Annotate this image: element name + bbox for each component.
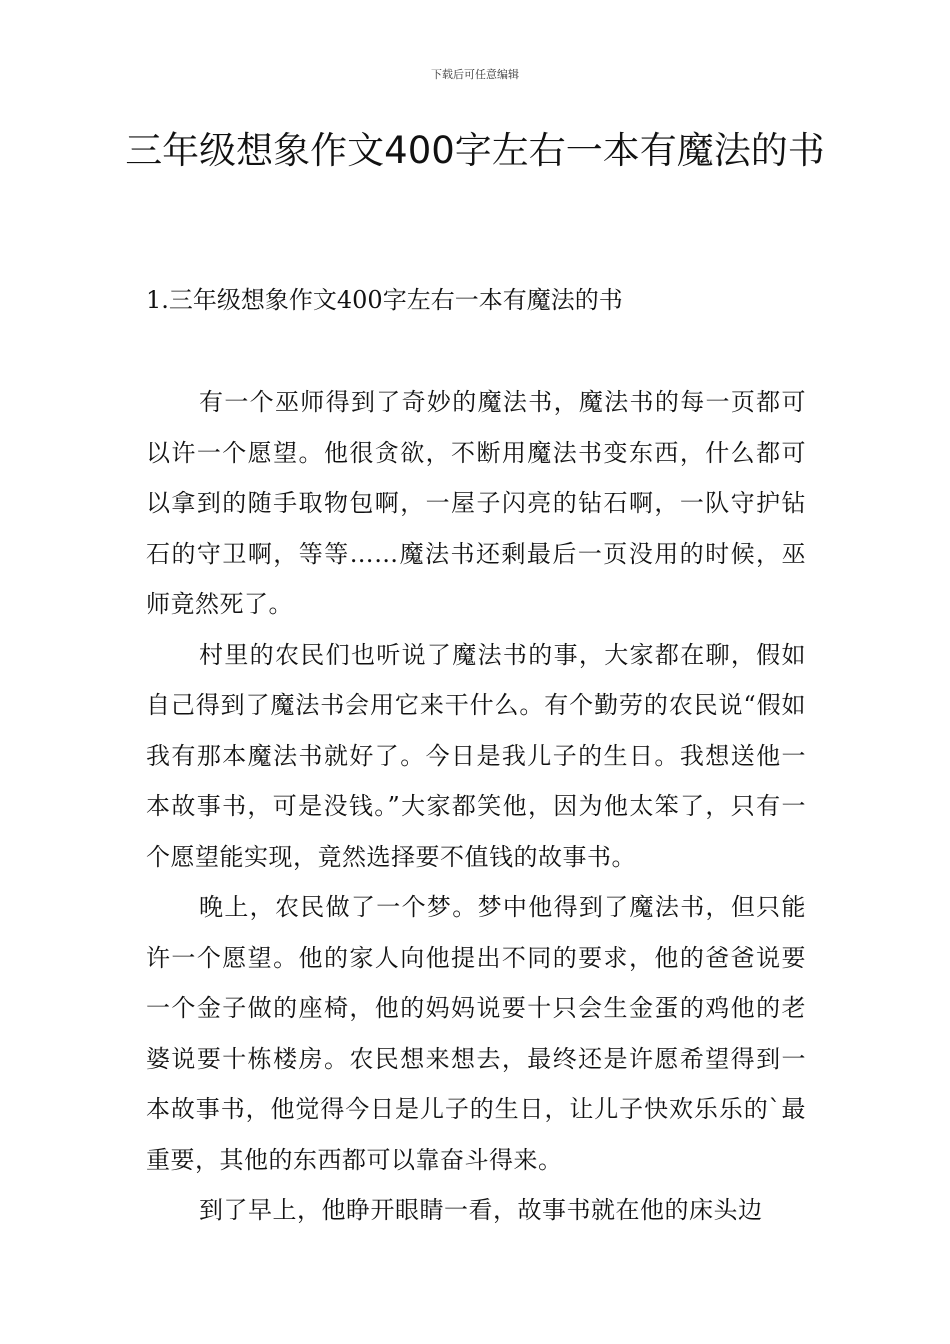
- paragraph: 到了早上，他睁开眼睛一看，故事书就在他的床头边: [199, 1196, 763, 1224]
- section-heading: 1.三年级想象作文400字左右一本有魔法的书: [146, 286, 623, 314]
- paragraph: 村里的农民们也听说了魔法书的事，大家都在聊，假如自己得到了魔法书会用它来干什么。有个勤劳的农民说“假如我有那本魔法书就好了。今日是我儿子的生日。我想送他一本故事书，可是没钱。”大家都笑他，因为他太笨了，只有一个愿望能实现，竟然选择要不值钱的故事书。: [146, 640, 806, 871]
- article-body: [146, 377, 806, 1236]
- document-title: 三年级想象作文400字左右一本有魔法的书: [125, 129, 825, 172]
- paragraph: 有一个巫师得到了奇妙的魔法书，魔法书的每一页都可以许一个愿望。他很贪欲，不断用魔法书变东西，什么都可以拿到的随手取物包啊，一屋子闪亮的钻石啊，一队守护钻石的守卫啊，等等……魔法书还剩最后一页没用的时候，巫师竟然死了。: [146, 388, 806, 618]
- header-note: 下载后可任意编辑: [431, 68, 519, 81]
- paragraph: 晚上，农民做了一个梦。梦中他得到了魔法书，但只能许一个愿望。他的家人向他提出不同的要求，他的爸爸说要一个金子做的座椅，他的妈妈说要十只会生金蛋的鸡他的老婆说要十栋楼房。农民想来想去，最终还是许愿希望得到一本故事书，他觉得今日是儿子的生日，让儿子快欢乐乐的`最重要，其他的东西都可以靠奋斗得来。: [146, 893, 806, 1174]
